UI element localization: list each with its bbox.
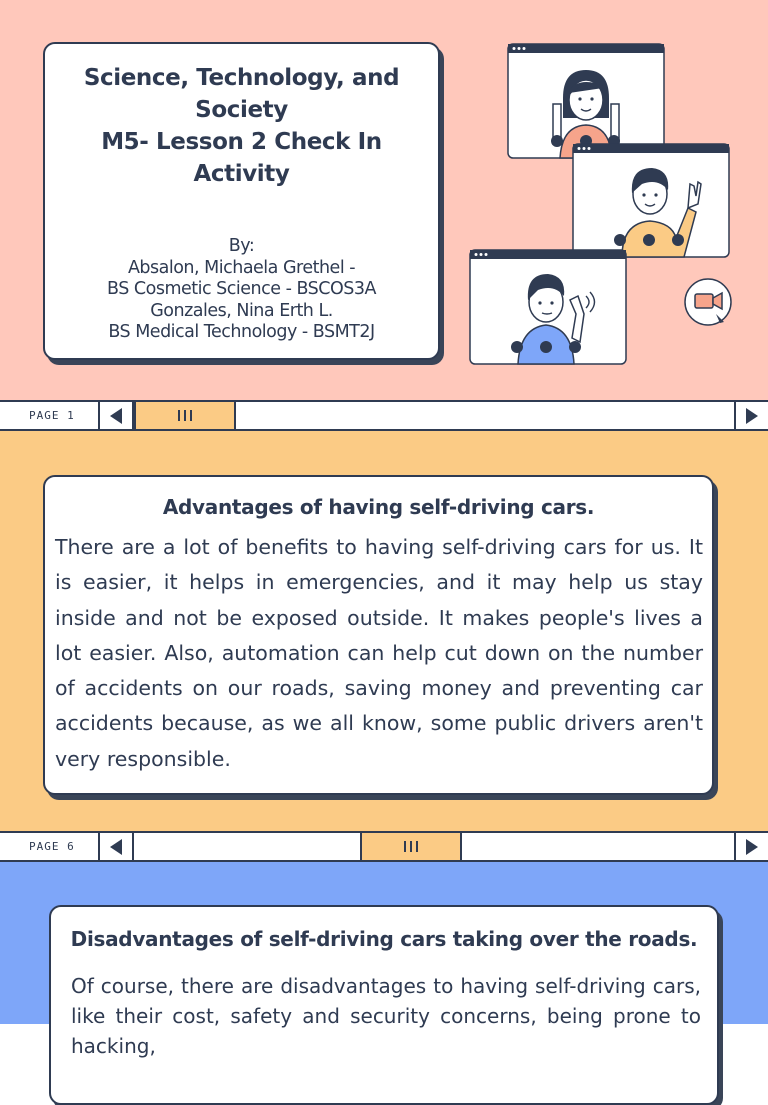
author-name: Gonzales, Nina Erth L. (150, 300, 333, 321)
advantages-body: There are a lot of benefits to having self-driving cars for us. It is easier, it helps in emergencies, and it may help us stay inside and not be exposed outside. It makes people's lives a lot easier. Also, automation can help cut down on the number of accidents on our roads, saving money and preventing car accidents because, as we all know, some public drivers aren't very responsible. (55, 535, 703, 771)
disadvantages-heading: Disadvantages of self-driving cars taking over the roads. (70, 927, 698, 951)
page-navigation-bar (0, 400, 768, 431)
page-label: PAGE 6 (0, 833, 100, 860)
arrow-left-icon (110, 839, 122, 855)
next-page-button[interactable] (734, 833, 768, 860)
page-navigation-bar (0, 831, 768, 862)
slide-advantages (0, 431, 768, 831)
by-label: By: (228, 236, 255, 256)
title-line: M5- Lesson 2 Check In (101, 129, 382, 155)
video-camera-icon (685, 279, 731, 325)
slide-title (0, 0, 768, 400)
title-line: Society (195, 97, 288, 123)
video-window-boy-listening (470, 250, 626, 364)
scrollbar-thumb[interactable] (360, 833, 462, 860)
slide-disadvantages (0, 862, 768, 1058)
presentation-title (63, 62, 420, 190)
arrow-left-icon (110, 408, 122, 424)
author-program: BS Cosmetic Science - BSCOS3A (107, 279, 376, 299)
advantages-heading: Advantages of having self-driving cars. (162, 495, 595, 519)
next-page-button[interactable] (734, 402, 768, 429)
disadvantages-body: Of course, there are disadvantages to having self-driving cars, like their cost, safety and security concerns, being prone to hacking, (71, 974, 701, 1058)
author-program: BS Medical Technology - BSMT2J (108, 322, 375, 342)
title-card (43, 42, 440, 360)
title-line: Science, Technology, and (83, 65, 400, 91)
arrow-right-icon (746, 839, 758, 855)
video-window-waving-boy (573, 144, 729, 257)
authors-block (45, 236, 438, 344)
arrow-right-icon (746, 408, 758, 424)
disadvantages-card (49, 905, 719, 1105)
scrollbar-thumb[interactable] (134, 402, 236, 429)
author-name: Absalon, Michaela Grethel - (127, 257, 356, 278)
title-line: Activity (193, 161, 290, 187)
video-window-girl (508, 44, 664, 158)
previous-page-button[interactable] (100, 402, 134, 429)
previous-page-button[interactable] (100, 833, 134, 860)
advantages-card (43, 475, 714, 795)
video-call-illustration (462, 38, 742, 373)
page-label: PAGE 1 (0, 402, 100, 429)
